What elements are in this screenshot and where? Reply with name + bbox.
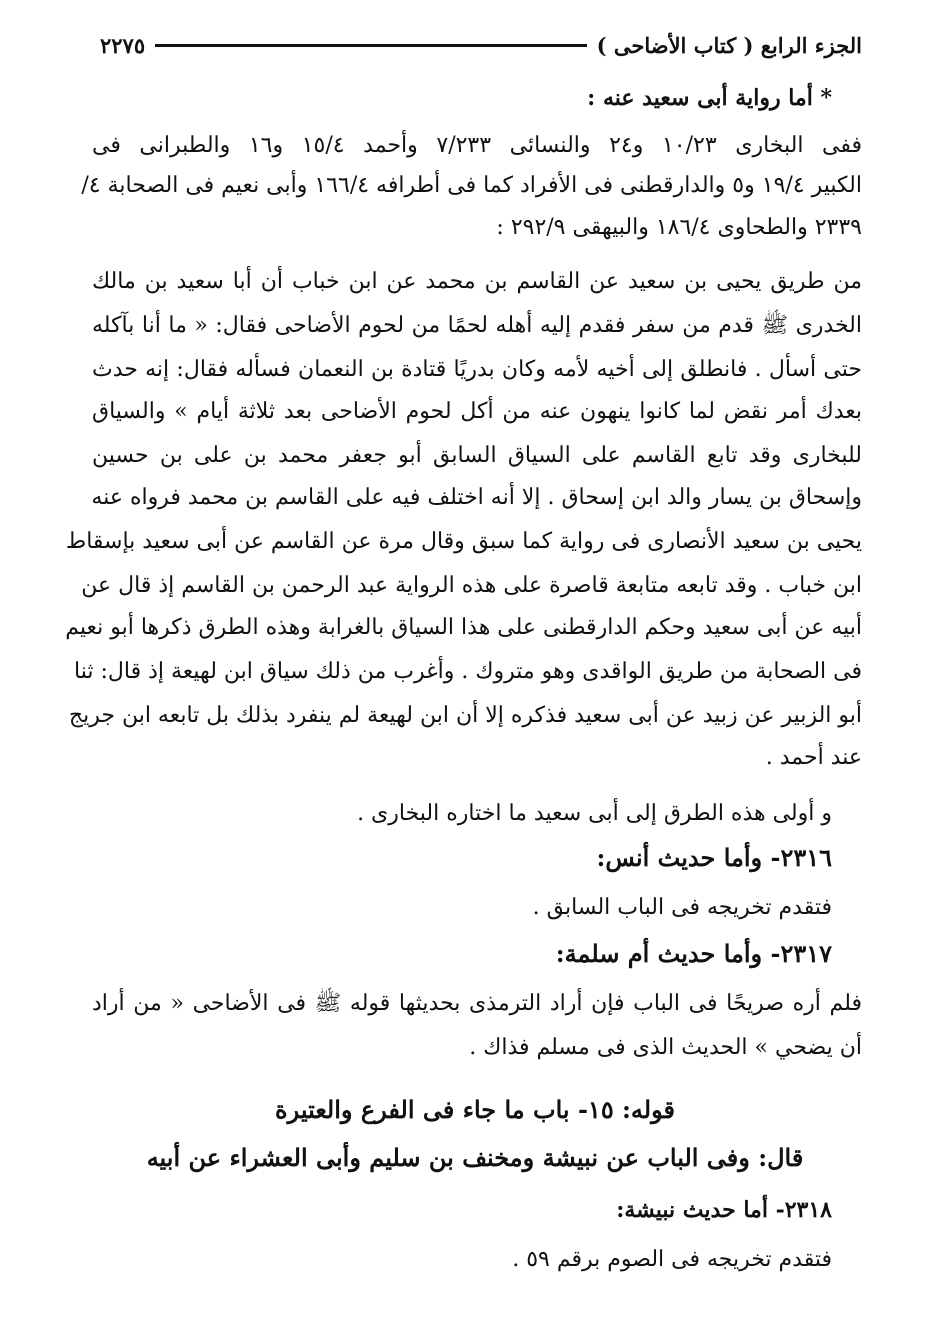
text-line: ففى البخارى ١٠/٢٣ و٢٤ والنسائى ٧/٢٣٣ وأحمد ١٥/٤ و١٦ والطبرانى فى xyxy=(92,133,863,158)
section-heading: ٢٣١٧- وأما حديث أم سلمة: xyxy=(555,939,832,968)
text-line: أبيه عن أبى سعيد وحكم الدارقطنى على هذا السياق بالغرابة وهذه الطرق ذكرها أبو نعيم xyxy=(65,615,862,640)
text-line: ٢٣٣٩ والطحاوى ١٨٦/٤ والبيهقى ٢٩٢/٩ : xyxy=(496,215,862,240)
text-line: فتقدم تخريجه فى الصوم برقم ٥٩ . xyxy=(512,1247,832,1272)
header-title: الجزء الرابع ( كتاب الأضاحى ) xyxy=(596,32,862,58)
text-line: بعدك أمر نقض لما كانوا ينهون عنه من أكل لحوم الأضاحى بعد ثلاثة أيام » والسياق xyxy=(92,399,862,424)
section-heading: ٢٣١٨- أما حديث نبيشة: xyxy=(616,1197,832,1223)
text-line: عند أحمد . xyxy=(765,745,862,770)
text-line: فى الصحابة من طريق الواقدى وهو متروك . وأغرب من ذلك سياق ابن لهيعة إذ قال: ثنا xyxy=(74,659,862,684)
text-line: * أما رواية أبى سعيد عنه : xyxy=(587,85,832,111)
text-line: فتقدم تخريجه فى الباب السابق . xyxy=(532,895,832,920)
page-number: ٢٢٧٥ xyxy=(100,32,146,58)
text-line: فلم أره صريحًا فى الباب فإن أراد الترمذى بحديثها قوله ﷺ فى الأضاحى « من أراد xyxy=(92,991,862,1016)
section-heading: ٢٣١٦- وأما حديث أنس: xyxy=(596,843,832,872)
text-line: حتى أسأل . فانطلق إلى أخيه لأمه وكان بدريًا قتادة بن النعمان فسأله فقال: إنه حدث xyxy=(92,357,862,382)
text-line: أن يضحي » الحديث الذى فى مسلم فذاك . xyxy=(469,1035,862,1060)
header-rule xyxy=(155,44,586,47)
chapter-subheading: قال: وفى الباب عن نبيشة ومخنف بن سليم وأبى العشراء عن أبيه xyxy=(146,1143,804,1172)
running-header xyxy=(100,28,862,62)
text-line: يحيى بن سعيد الأنصارى فى رواية كما سبق وقال مرة عن القاسم عن أبى سعيد بإسقاط xyxy=(65,529,862,554)
text-line: ابن خباب . وقد تابعه متابعة قاصرة على هذه الرواية عبد الرحمن بن القاسم إذ قال عن xyxy=(81,573,862,598)
text-line: و أولى هذه الطرق إلى أبى سعيد ما اختاره البخارى . xyxy=(357,801,832,826)
text-line: الخدرى ﷺ قدم من سفر فقدم إليه أهله لحمًا من لحوم الأضاحى فقال: « ما أنا بآكله xyxy=(92,313,862,338)
text-line: من طريق يحيى بن سعيد عن القاسم بن محمد عن ابن خباب أن أبا سعيد بن مالك xyxy=(92,269,862,294)
chapter-heading: قوله: ١٥- باب ما جاء فى الفرع والعتيرة xyxy=(275,1095,675,1124)
text-line: أبو الزبير عن زبيد عن أبى سعيد فذكره إلا أن ابن لهيعة لم ينفرد بذلك بل تابعه ابن جريج xyxy=(68,703,862,728)
text-line: وإسحاق بن يسار والد ابن إسحاق . إلا أنه اختلف فيه على القاسم بن محمد فرواه عنه xyxy=(91,485,862,510)
text-line: للبخارى وقد تابع القاسم على السياق السابق أبو جعفر محمد بن على بن حسين xyxy=(92,443,863,468)
text-line: الكبير ١٩/٤ و٥ والدارقطنى فى الأفراد كما فى أطرافه ١٦٦/٤ وأبى نعيم فى الصحابة ٤/ xyxy=(81,173,862,198)
